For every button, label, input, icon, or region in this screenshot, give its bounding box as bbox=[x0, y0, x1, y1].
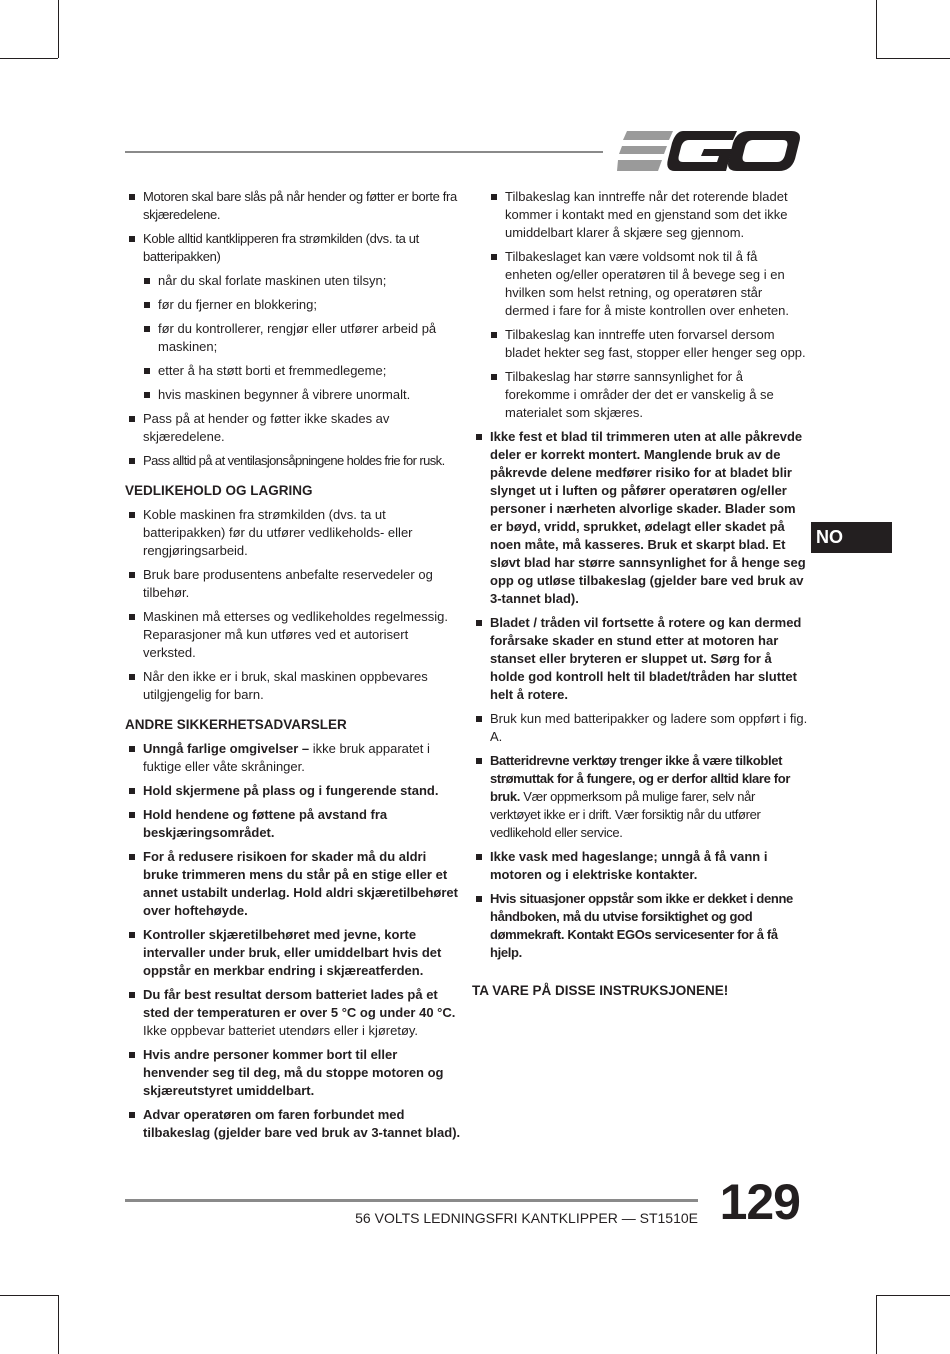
list-item: Bruk bare produsentens anbefalte reservedeler og tilbehør. bbox=[125, 566, 461, 602]
section-heading-other-warnings: ANDRE SIKKERHETSADVARSLER bbox=[125, 717, 347, 732]
body-text: Ikke oppbevar batteriet utendørs eller i kjøretøy. bbox=[143, 1023, 419, 1038]
sub-list-item: når du skal forlate maskinen uten tilsyn; bbox=[140, 272, 461, 290]
emphasis-text: Du får best resultat dersom batteriet lades på et sted der temperaturen er over 5 °C og under 40 °C. bbox=[143, 987, 456, 1020]
crop-mark bbox=[876, 1295, 877, 1354]
footer-rule bbox=[125, 1199, 698, 1202]
list-item: Ikke vask med hageslange; unngå å få vann i motoren og i elektriske kontakter. bbox=[472, 848, 808, 884]
list-item bbox=[125, 740, 461, 776]
list-item: Advar operatøren om faren forbundet med tilbakeslag (gjelder bare ved bruk av 3-tannet blad). bbox=[125, 1106, 461, 1142]
language-tab: NO bbox=[811, 522, 892, 553]
list-item: Koble maskinen fra strømkilden (dvs. ta ut batteripakken) før du utfører vedlikeholds- eller rengjøringsarbeid. bbox=[125, 506, 461, 560]
list-item: Når den ikke er i bruk, skal maskinen oppbevares utilgjengelig for barn. bbox=[125, 668, 461, 704]
header-rule bbox=[125, 151, 603, 153]
right-column bbox=[472, 188, 808, 1006]
sub-list-item: hvis maskinen begynner å vibrere unormalt. bbox=[140, 386, 461, 404]
crop-mark bbox=[58, 1295, 59, 1354]
sub-list-item: Tilbakeslaget kan være voldsomt nok til å få enheten og/eller operatøren til å bevege seg i en hvilken som helst retning, og operatøren står dermed i fare for å miste kontrollen over enheten. bbox=[487, 248, 808, 320]
sub-list-item: Tilbakeslag kan inntreffe uten forvarsel dersom bladet hekter seg fast, stopper eller henger seg opp. bbox=[487, 326, 808, 362]
sub-list-item: før du kontrollerer, rengjør eller utfører arbeid på maskinen; bbox=[140, 320, 461, 356]
footer-title: 56 VOLTS LEDNINGSFRI KANTKLIPPER — ST1510E bbox=[355, 1210, 698, 1226]
crop-mark bbox=[876, 58, 950, 59]
crop-mark bbox=[876, 1295, 950, 1296]
list-item: Koble alltid kantklipperen fra strømkilden (dvs. ta ut batteripakken) bbox=[125, 230, 461, 266]
list-item: Bladet / tråden vil fortsette å rotere og kan dermed forårsake skader en stund etter at motoren har stanset eller bryteren er sluppet ut. Sørg for å holde god kontroll helt til bladet/tråden har sluttet helt å rotere. bbox=[472, 614, 808, 704]
list-item: Pass alltid på at ventilasjonsåpningene holdes frie for rusk. bbox=[125, 452, 461, 470]
crop-mark bbox=[876, 0, 877, 58]
list-item: Ikke fest et blad til trimmeren uten at alle påkrevde deler er korrekt montert. Manglende bruk av de påkrevde delene medfører risiko for at bladet blir slynget ut i luften og påfører operatøren og/eller personer i nærheten alvorlige skader. Blader som er bøyd, vridd, sprukket, ødelagt eller skadet på noen måte, må kasseres. Bruk et skarpt blad. Et sløvt blad har større sannsynlighet for å henge seg opp og utløse tilbakeslag (gjelder bare ved bruk av 3-tannet blad). bbox=[472, 428, 808, 608]
crop-mark bbox=[0, 1295, 58, 1296]
list-item: Hold hendene og føttene på avstand fra beskjæringsområdet. bbox=[125, 806, 461, 842]
list-item: Pass på at hender og føtter ikke skades av skjæredelene. bbox=[125, 410, 461, 446]
left-column bbox=[125, 188, 461, 1148]
sub-list-item: etter å ha støtt borti et fremmedlegeme; bbox=[140, 362, 461, 380]
list-item: Maskinen må etterses og vedlikeholdes regelmessig. Reparasjoner må kun utføres ved et autorisert verksted. bbox=[125, 608, 461, 662]
closing-heading: TA VARE PÅ DISSE INSTRUKSJONENE! bbox=[472, 983, 729, 998]
section-heading-maintenance: VEDLIKEHOLD OG LAGRING bbox=[125, 483, 313, 498]
body-text: Vær oppmerksom på mulige farer, selv når verktøyet ikke er i drift. Vær forsiktig når du utfører vedlikehold eller service. bbox=[490, 789, 761, 840]
sub-list-item: Tilbakeslag kan inntreffe når det roterende bladet kommer i kontakt med en gjenstand som det ikke umiddelbart klarer å skjære seg gjennom. bbox=[487, 188, 808, 242]
list-item: For å redusere risikoen for skader må du aldri bruke trimmeren mens du står på en stige eller et annet ustabilt underlag. Hold aldri skjæretilbehøret over hoftehøyde. bbox=[125, 848, 461, 920]
crop-mark bbox=[58, 0, 59, 58]
list-item: Kontroller skjæretilbehøret med jevne, korte intervaller under bruk, eller umiddelbart hvis det oppstår en merkbar endring i skjæreatferden. bbox=[125, 926, 461, 980]
list-item: Motoren skal bare slås på når hender og føtter er borte fra skjæredelene. bbox=[125, 188, 461, 224]
list-item: Hvis andre personer kommer bort til eller henvender seg til deg, må du stoppe motoren og skjæreutstyret umiddelbart. bbox=[125, 1046, 461, 1100]
sub-list-item: Tilbakeslag har større sannsynlighet for å forekomme i områder der det er vanskelig å se materialet som skjæres. bbox=[487, 368, 808, 422]
body-text: ikke bruk apparatet i fuktige eller våte skråninger. bbox=[143, 741, 430, 774]
list-item: Bruk kun med batteripakker og ladere som oppført i fig. A. bbox=[472, 710, 808, 746]
list-item bbox=[472, 752, 808, 842]
emphasis-text: Unngå farlige omgivelser – bbox=[143, 741, 310, 756]
sub-list-item: før du fjerner en blokkering; bbox=[140, 296, 461, 314]
list-item: Hvis situasjoner oppstår som ikke er dekket i denne håndboken, må du utvise forsiktighet og god dømmekraft. Kontakt EGOs servicesenter for å få hjelp. bbox=[472, 890, 808, 962]
list-item: Hold skjermene på plass og i fungerende stand. bbox=[125, 782, 461, 800]
page-number: 129 bbox=[719, 1174, 800, 1230]
ego-logo bbox=[617, 129, 801, 173]
crop-mark bbox=[0, 58, 58, 59]
list-item bbox=[125, 986, 461, 1040]
emphasis-text: Batteridrevne verktøy trenger ikke å være tilkoblet strømuttak for å fungere, og er derfor alltid klare for bruk. bbox=[490, 753, 791, 804]
